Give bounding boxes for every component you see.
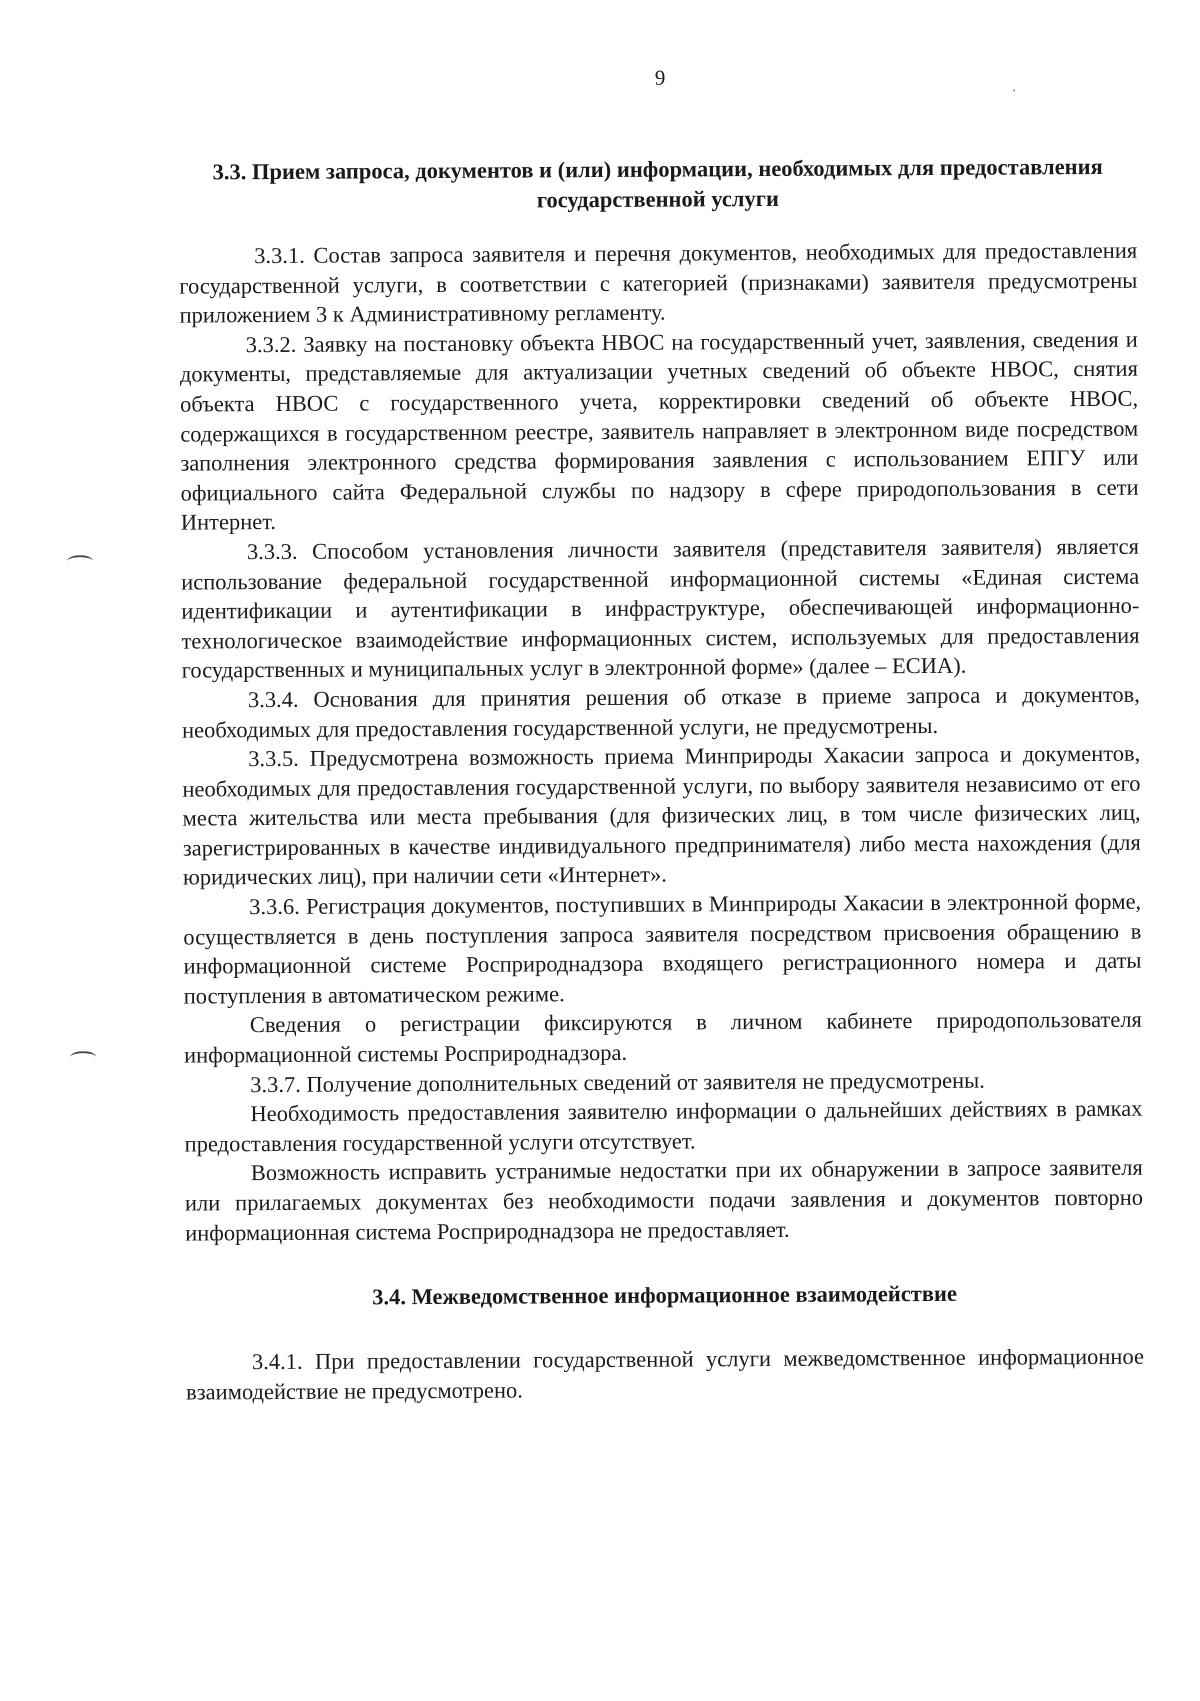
paragraph-correction-possibility: Возможность исправить устранимые недостатки при их обнаружении в запросе заявителя или прилагаемых документах без необходимости подачи заявления и документов повторно информационная система Росприроднадзора не предоставляет. bbox=[184, 1155, 1144, 1246]
scan-artifact-dot bbox=[1013, 89, 1015, 91]
paragraph-3-4-1: 3.4.1. При предоставлении государственной услуги межведомственное информационное взаимодействие не предусмотрено. bbox=[186, 1343, 1145, 1405]
section-heading-3-4: 3.4. Межведомственное информационное взаимодействие bbox=[372, 1281, 958, 1310]
scan-artifact-mark bbox=[70, 1051, 96, 1063]
paragraph-3-3-7: 3.3.7. Получение дополнительных сведений от заявителя не предусмотрены. bbox=[250, 1067, 985, 1097]
paragraph-3-3-5: 3.3.5. Предусмотрена возможность приема Минприроды Хакасии запроса и документов, необходимых для предоставления государственной услуги, по выбору заявителя независимо от его места жительства или места пребывания (для физических лиц, в том числе физических лиц, зарегистрированных в качестве индивидуального предпринимателя) либо места нахождения (для юридических лиц), при наличии сети «Интернет». bbox=[182, 740, 1141, 891]
page-number: 9 bbox=[654, 65, 666, 90]
paragraph-3-3-3: 3.3.3. Способом установления личности заявителя (представителя заявителя) является использование федеральной государственной информационной системы «Единая система идентификации и аутентификации в инфраструктуре, обеспечивающей информационно-технологическое взаимодействие информационных систем, используемых для предоставления государственных и муниципальных услуг в электронной форме» (далее – ЕСИА). bbox=[181, 533, 1140, 683]
scan-artifact-mark bbox=[67, 555, 93, 567]
paragraph-3-3-6: 3.3.6. Регистрация документов, поступивших в Минприроды Хакасии в электронной форме, осуществляется в день поступления запроса заявителя посредством присвоения обращению в информационной системе Росприроднадзора входящего регистрационного номера и даты поступления в автоматическом режиме. bbox=[183, 888, 1142, 1009]
document-body bbox=[179, 152, 1145, 1407]
paragraph-further-actions: Необходимость предоставления заявителю информации о дальнейших действиях в рамках предоставления государственной услуги отсутствует. bbox=[184, 1095, 1143, 1157]
paragraph-3-3-2: 3.3.2. Заявку на постановку объекта НВОС на государственный учет, заявления, сведения и документы, представляемые для актуализации учетных сведений об объекте НВОС, снятия объекта НВОС с государственного учета, корректировки сведений об объекте НВОС, содержащихся в государственном реестре, заявитель направляет в электронном виде посредством заполнения электронного средства формирования заявления с использованием ЕПГУ или официального сайта Федеральной службы по надзору в сфере природопользования в сети Интернет. bbox=[179, 326, 1139, 535]
paragraph-3-3-4: 3.3.4. Основания для принятия решения об отказе в приеме запроса и документов, необходимых для предоставления государственной услуги, не предусмотрены. bbox=[182, 681, 1140, 743]
section-heading-3-3: 3.3. Прием запроса, документов и (или) информации, необходимых для предоставления государственной услуги bbox=[212, 153, 1103, 213]
paragraph-3-3-1: 3.3.1. Состав запроса заявителя и перечня документов, необходимых для предоставления государственной услуги, в соответствии с категорией (признаками) заявителя предусмотрены приложением 3 к Административному регламенту. bbox=[179, 237, 1138, 328]
paragraph-registration-info: Сведения о регистрации фиксируются в личном кабинете природопользователя информационной системы Росприроднадзора. bbox=[183, 1007, 1142, 1068]
